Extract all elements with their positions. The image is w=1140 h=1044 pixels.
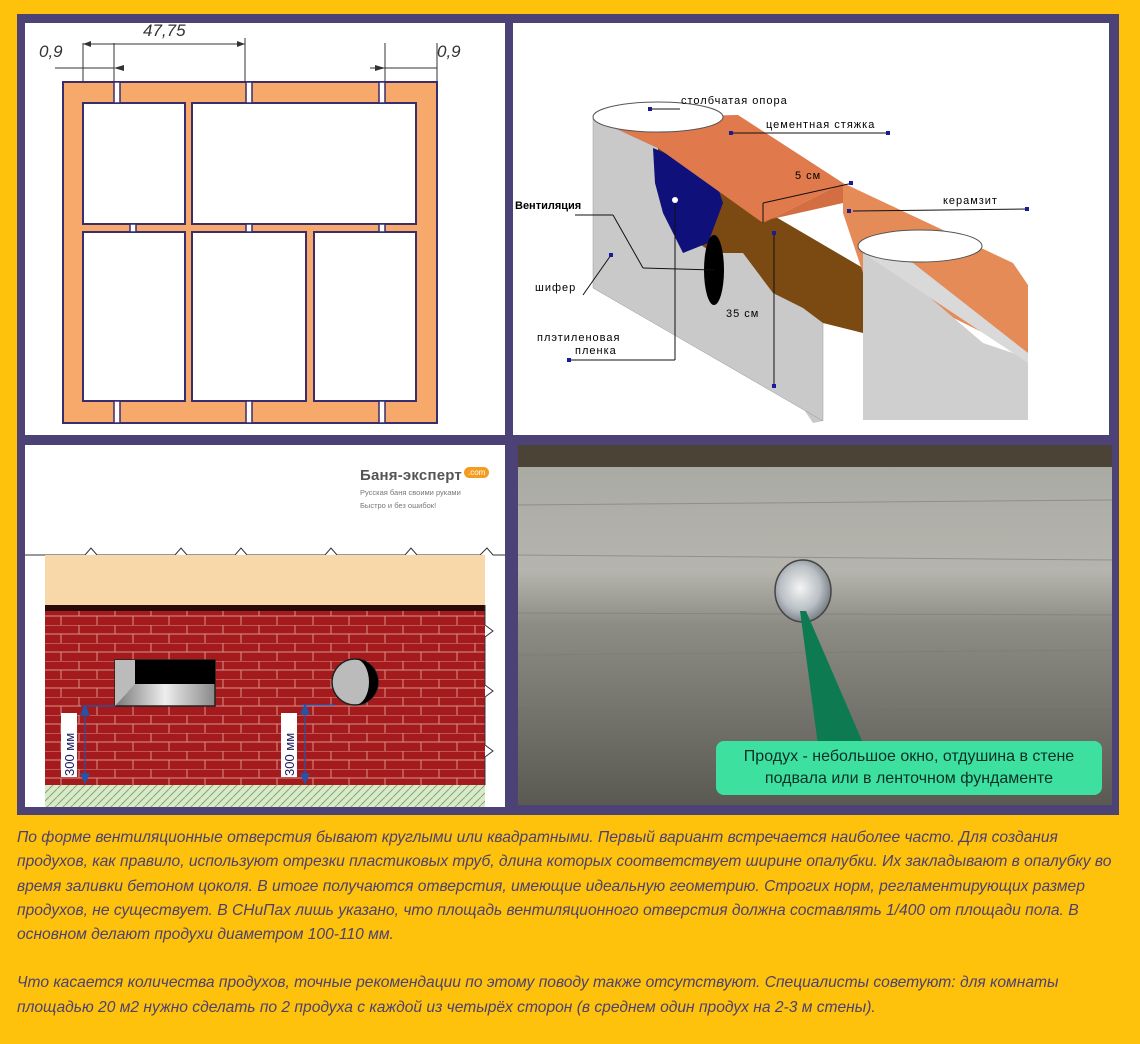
dim-right-label: 0,9 <box>437 42 461 61</box>
label-depth: 35 см <box>726 308 760 320</box>
label-film-line2: пленка <box>575 345 617 357</box>
brick-wall-diagram <box>25 445 505 807</box>
height-right-label: 300 мм <box>282 732 297 776</box>
foundation-plan-diagram <box>25 23 505 435</box>
brand-subtitle-1: Русская баня своими руками <box>360 488 461 497</box>
article-paragraph-2: Что касается количества продухов, точные рекомендации по этому поводу также отсутствуют. Специалисты советуют: для комнаты площадью 20 м2 нужно сделать по 2 продуха с каждой из четырёх сторон (в среднем один продух на 2-3 м стены). <box>17 974 1059 1016</box>
label-pillar: столбчатая опора <box>681 95 788 107</box>
label-film-line1: плэтиленовая <box>537 332 621 344</box>
label-slate: шифер <box>535 282 577 294</box>
brand-subtitle-2: Быстро и без ошибок! <box>360 501 437 510</box>
photo-caption: Продух - небольшое окно, отдушина в стене подвала или в ленточном фундаменте <box>716 741 1102 795</box>
label-vent: Вентиляция <box>515 200 582 212</box>
dim-center-label: 47,75 <box>143 23 186 40</box>
article-paragraph-1: По форме вентиляционные отверстия бывают круглыми или квадратными. Первый вариант встречается наиболее часто. Для создания продухов, как правило, используют отрезки пластиковых труб, длина которых соответствует ширине опалубки. Их закладывают в опалубку во время заливки бетоном цоколя. В итоге получаются отверстия, имеющие идеальную геометрию. Строгих норм, регламентирующих размер продухов, не существует. В СНиПах лишь указано, что площадь вентиляционного отверстия должна составлять 1/400 от площади пола. В основном делают продухи диаметром 100-110 мм. <box>17 829 1112 944</box>
brand-title: Баня-эксперт <box>360 467 462 484</box>
foundation-section-diagram <box>513 23 1109 435</box>
label-clay: керамзит <box>943 195 998 207</box>
label-screed: цементная стяжка <box>766 119 876 131</box>
brand-badge: .com <box>464 467 489 478</box>
height-left-label: 300 мм <box>62 732 77 776</box>
label-gap: 5 см <box>795 170 822 182</box>
brand-logo <box>360 467 489 511</box>
article-text <box>17 826 1123 1044</box>
dim-left-label: 0,9 <box>39 42 63 61</box>
